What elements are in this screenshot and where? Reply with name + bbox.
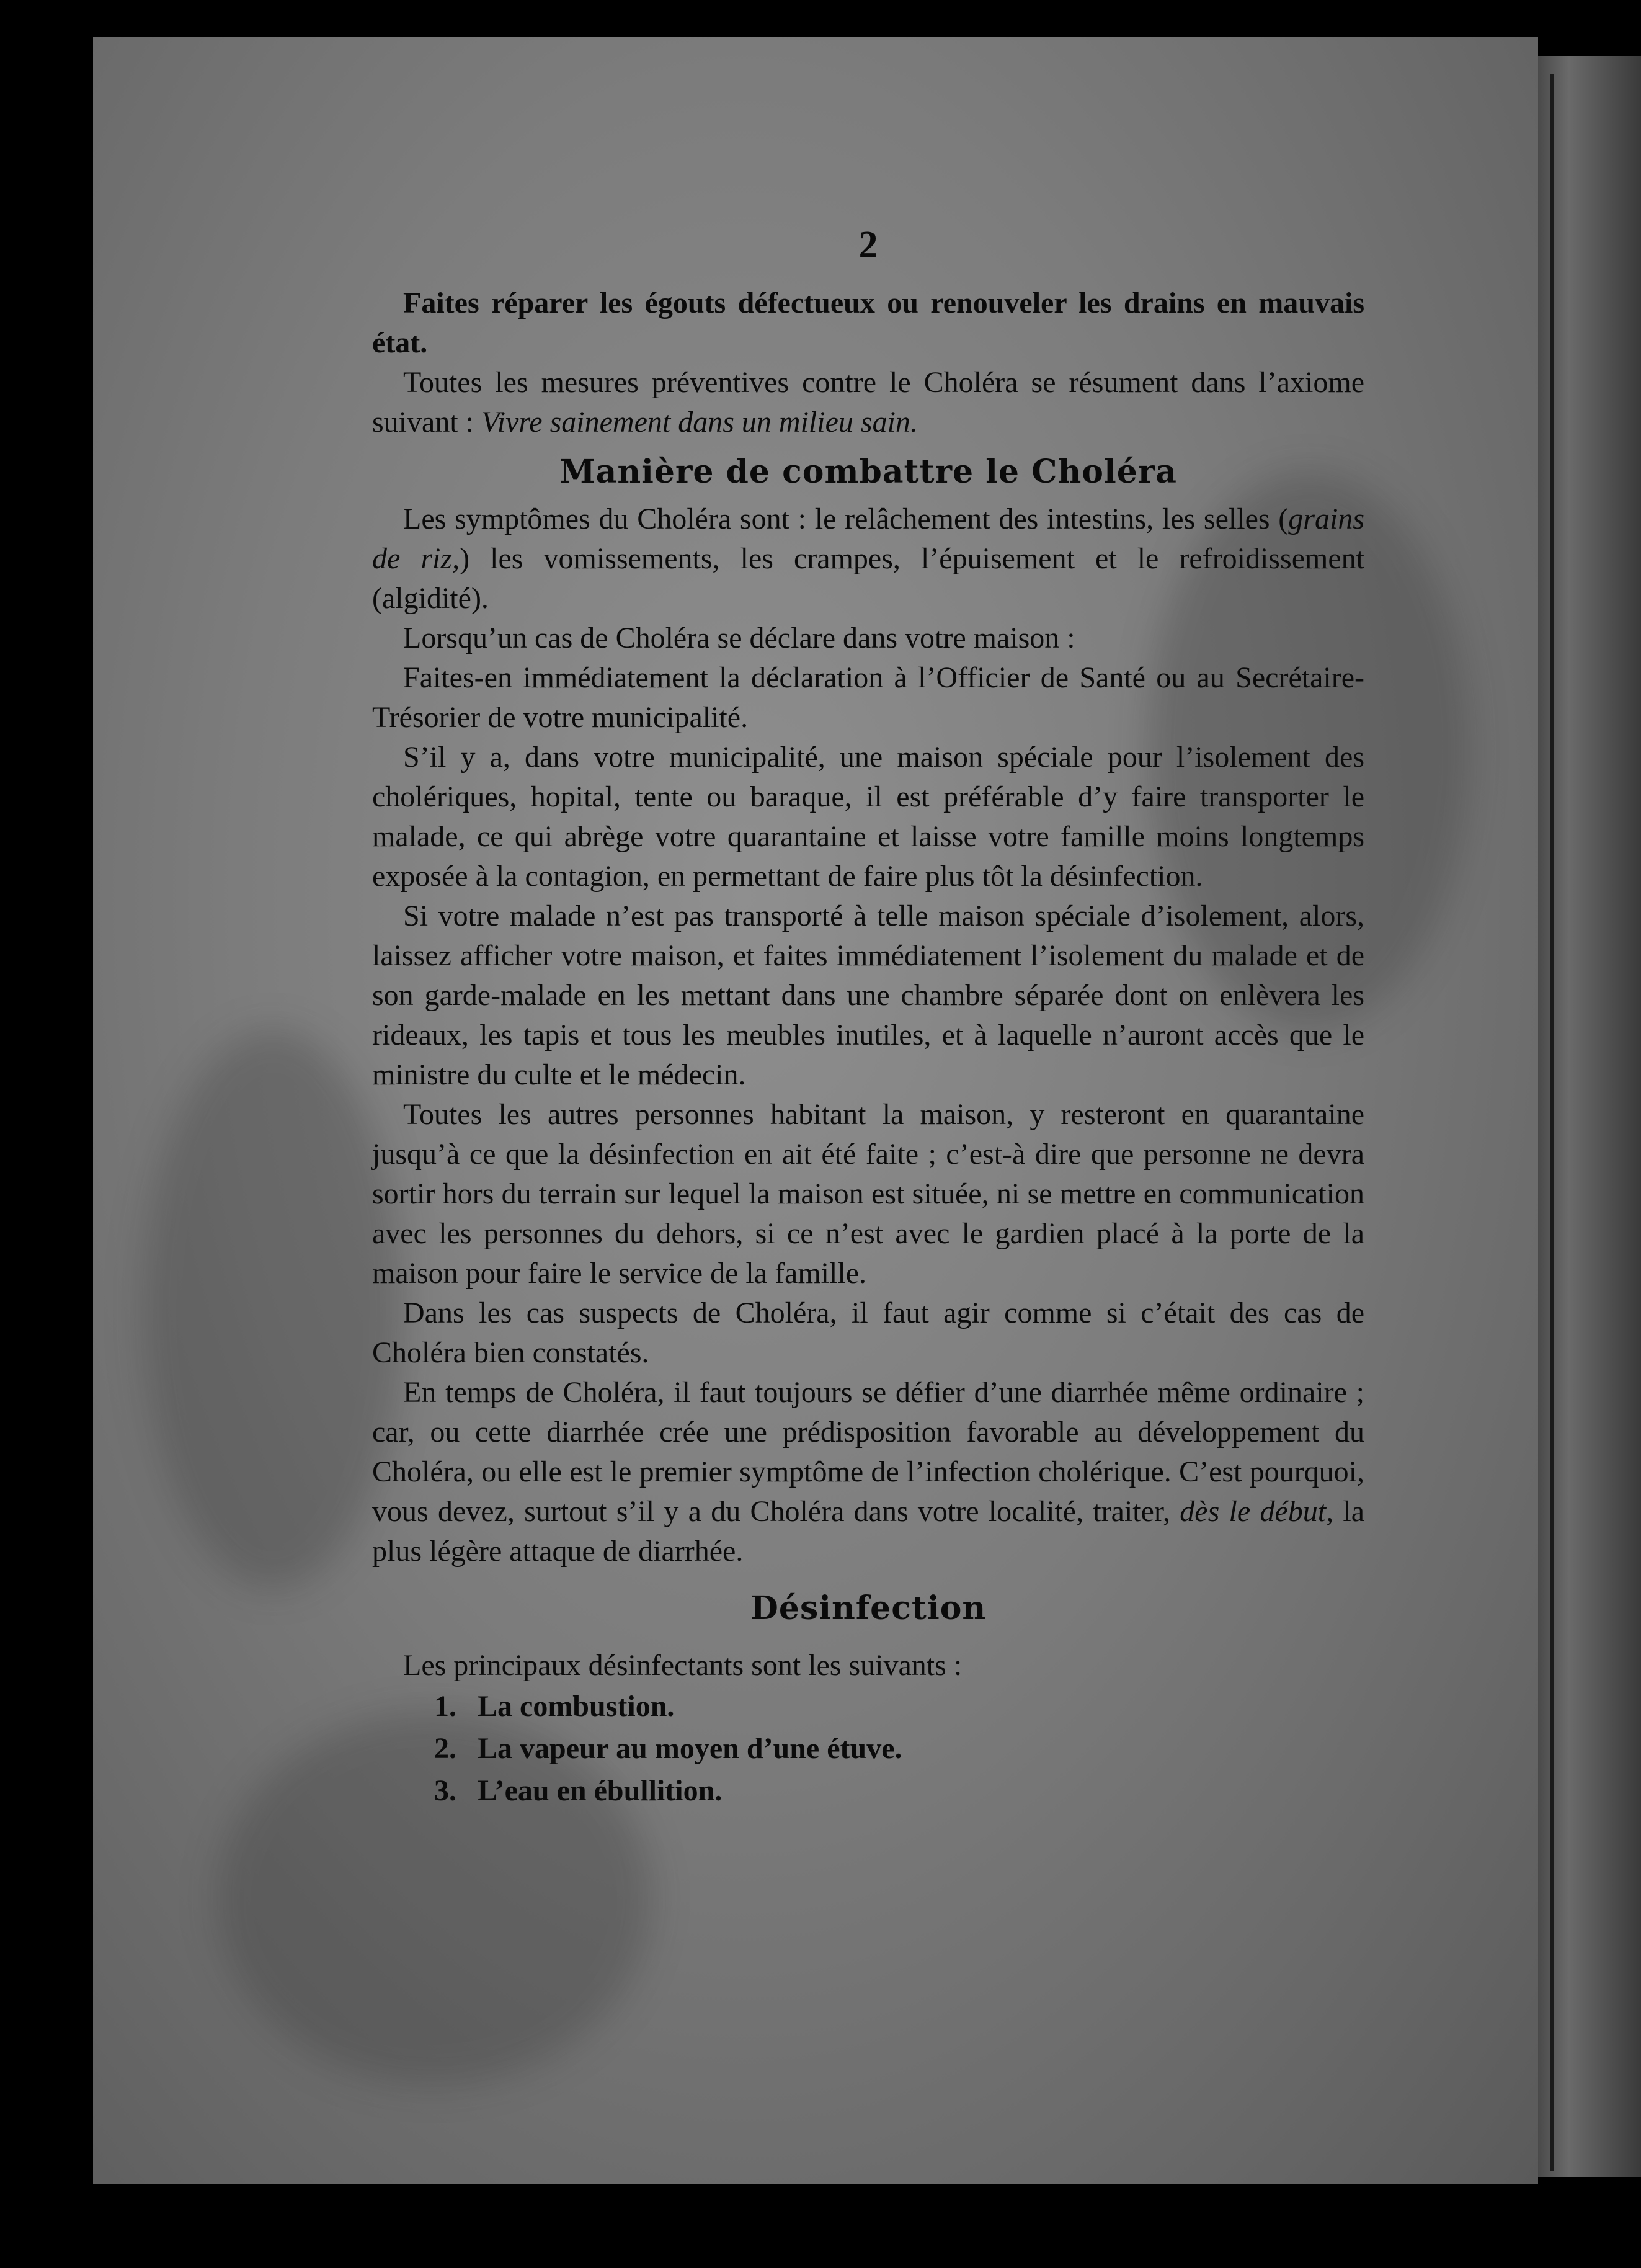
emphasis-text: grains de riz, <box>372 502 1364 575</box>
stain-mark <box>143 1030 403 1588</box>
paragraph-text: Les symptômes du Choléra sont : le relâchement des intestins, les selles ( <box>403 502 1289 535</box>
page-number: 2 <box>858 224 878 266</box>
list-item <box>434 1728 1364 1770</box>
paragraph: Faites-en immédiatement la déclaration à l’Officier de Santé ou au Secrétaire-Trésorier de votre municipalité. <box>372 661 1364 734</box>
paragraph: Toutes les autres personnes habitant la maison, y resteront en quarantaine jusqu’à ce que la désinfection en ait été faite ; c’est-à dire que personne ne devra sortir hors du terrain sur lequel la maison est située, ni se mettre en communication avec les personnes du dehors, si ce n’est avec le gardien placé à la porte de la maison pour faire le service de la famille. <box>372 1098 1364 1290</box>
paragraph: Les principaux désinfectants sont les suivants : <box>403 1649 963 1682</box>
list-text: La vapeur au moyen d’une étuve. <box>478 1732 902 1765</box>
paragraph: Si votre malade n’est pas transporté à telle maison spéciale d’isolement, alors, laissez afficher votre maison, et faites immédiatement l’isolement du malade et de son garde-malade en les mettant dans une chambre séparée dont on enlèvera les rideaux, les tapis et tous les meubles inutiles, et à laquelle n’auront accès que le ministre du culte et le médecin. <box>372 900 1364 1091</box>
paragraph: Lorsqu’un cas de Choléra se déclare dans votre maison : <box>403 622 1075 654</box>
paragraph-text: En temps de Choléra, il faut toujours se défier d’une diarrhée même ordinaire ; car, ou cette diarrhée crée une prédisposition favorable au développement du Choléra, ou elle est le premier symptôme de l’infection cholérique. C’est pourquoi, vous devez, surtout s’il y a du Choléra dans votre localité, traiter, <box>372 1376 1364 1528</box>
paragraph: Faites réparer les égouts défectueux ou renouveler les drains en mauvais état. <box>372 287 1364 359</box>
section-heading: Manière de combattre le Choléra <box>559 453 1177 491</box>
list-number: 1. <box>434 1690 456 1723</box>
fold-line <box>1550 74 1554 2171</box>
paragraph <box>372 363 1364 442</box>
axiom-text: Vivre sainement dans un milieu sain. <box>481 406 918 439</box>
document-page <box>93 37 1538 2184</box>
paragraph-text: ) les vomissements, les crampes, l’épuisement et le refroidissement (algidité). <box>372 542 1364 615</box>
list-number: 3. <box>434 1774 456 1807</box>
paragraph <box>372 1373 1364 1571</box>
list-text: L’eau en ébullition. <box>478 1774 723 1807</box>
paragraph: Dans les cas suspects de Choléra, il faut agir comme si c’était des cas de Choléra bien constatés. <box>372 1297 1364 1369</box>
paragraph-text: Toutes les mesures préventives contre le Choléra se résument dans l’axiome suivant : <box>372 366 1364 439</box>
list-number: 2. <box>434 1732 456 1765</box>
paragraph-text: la plus légère attaque de diarrhée. <box>372 1495 1365 1568</box>
paragraph <box>372 499 1364 618</box>
emphasis-text: dès le début, <box>1180 1495 1334 1528</box>
list-text: La combustion. <box>478 1690 675 1723</box>
document-text <box>372 223 1364 1812</box>
paragraph: S’il y a, dans votre municipalité, une maison spéciale pour l’isolement des cholériques, hopital, tente ou baraque, il est préférable d’y faire transporter le malade, ce qui abrège votre quarantaine et laisse votre famille moins longtemps exposée à la contagion, en permettant de faire plus tôt la désinfection. <box>372 741 1364 893</box>
disinfectant-list <box>434 1685 1364 1812</box>
list-item <box>434 1685 1364 1728</box>
list-item <box>434 1770 1364 1812</box>
section-heading: Désinfection <box>750 1589 987 1627</box>
